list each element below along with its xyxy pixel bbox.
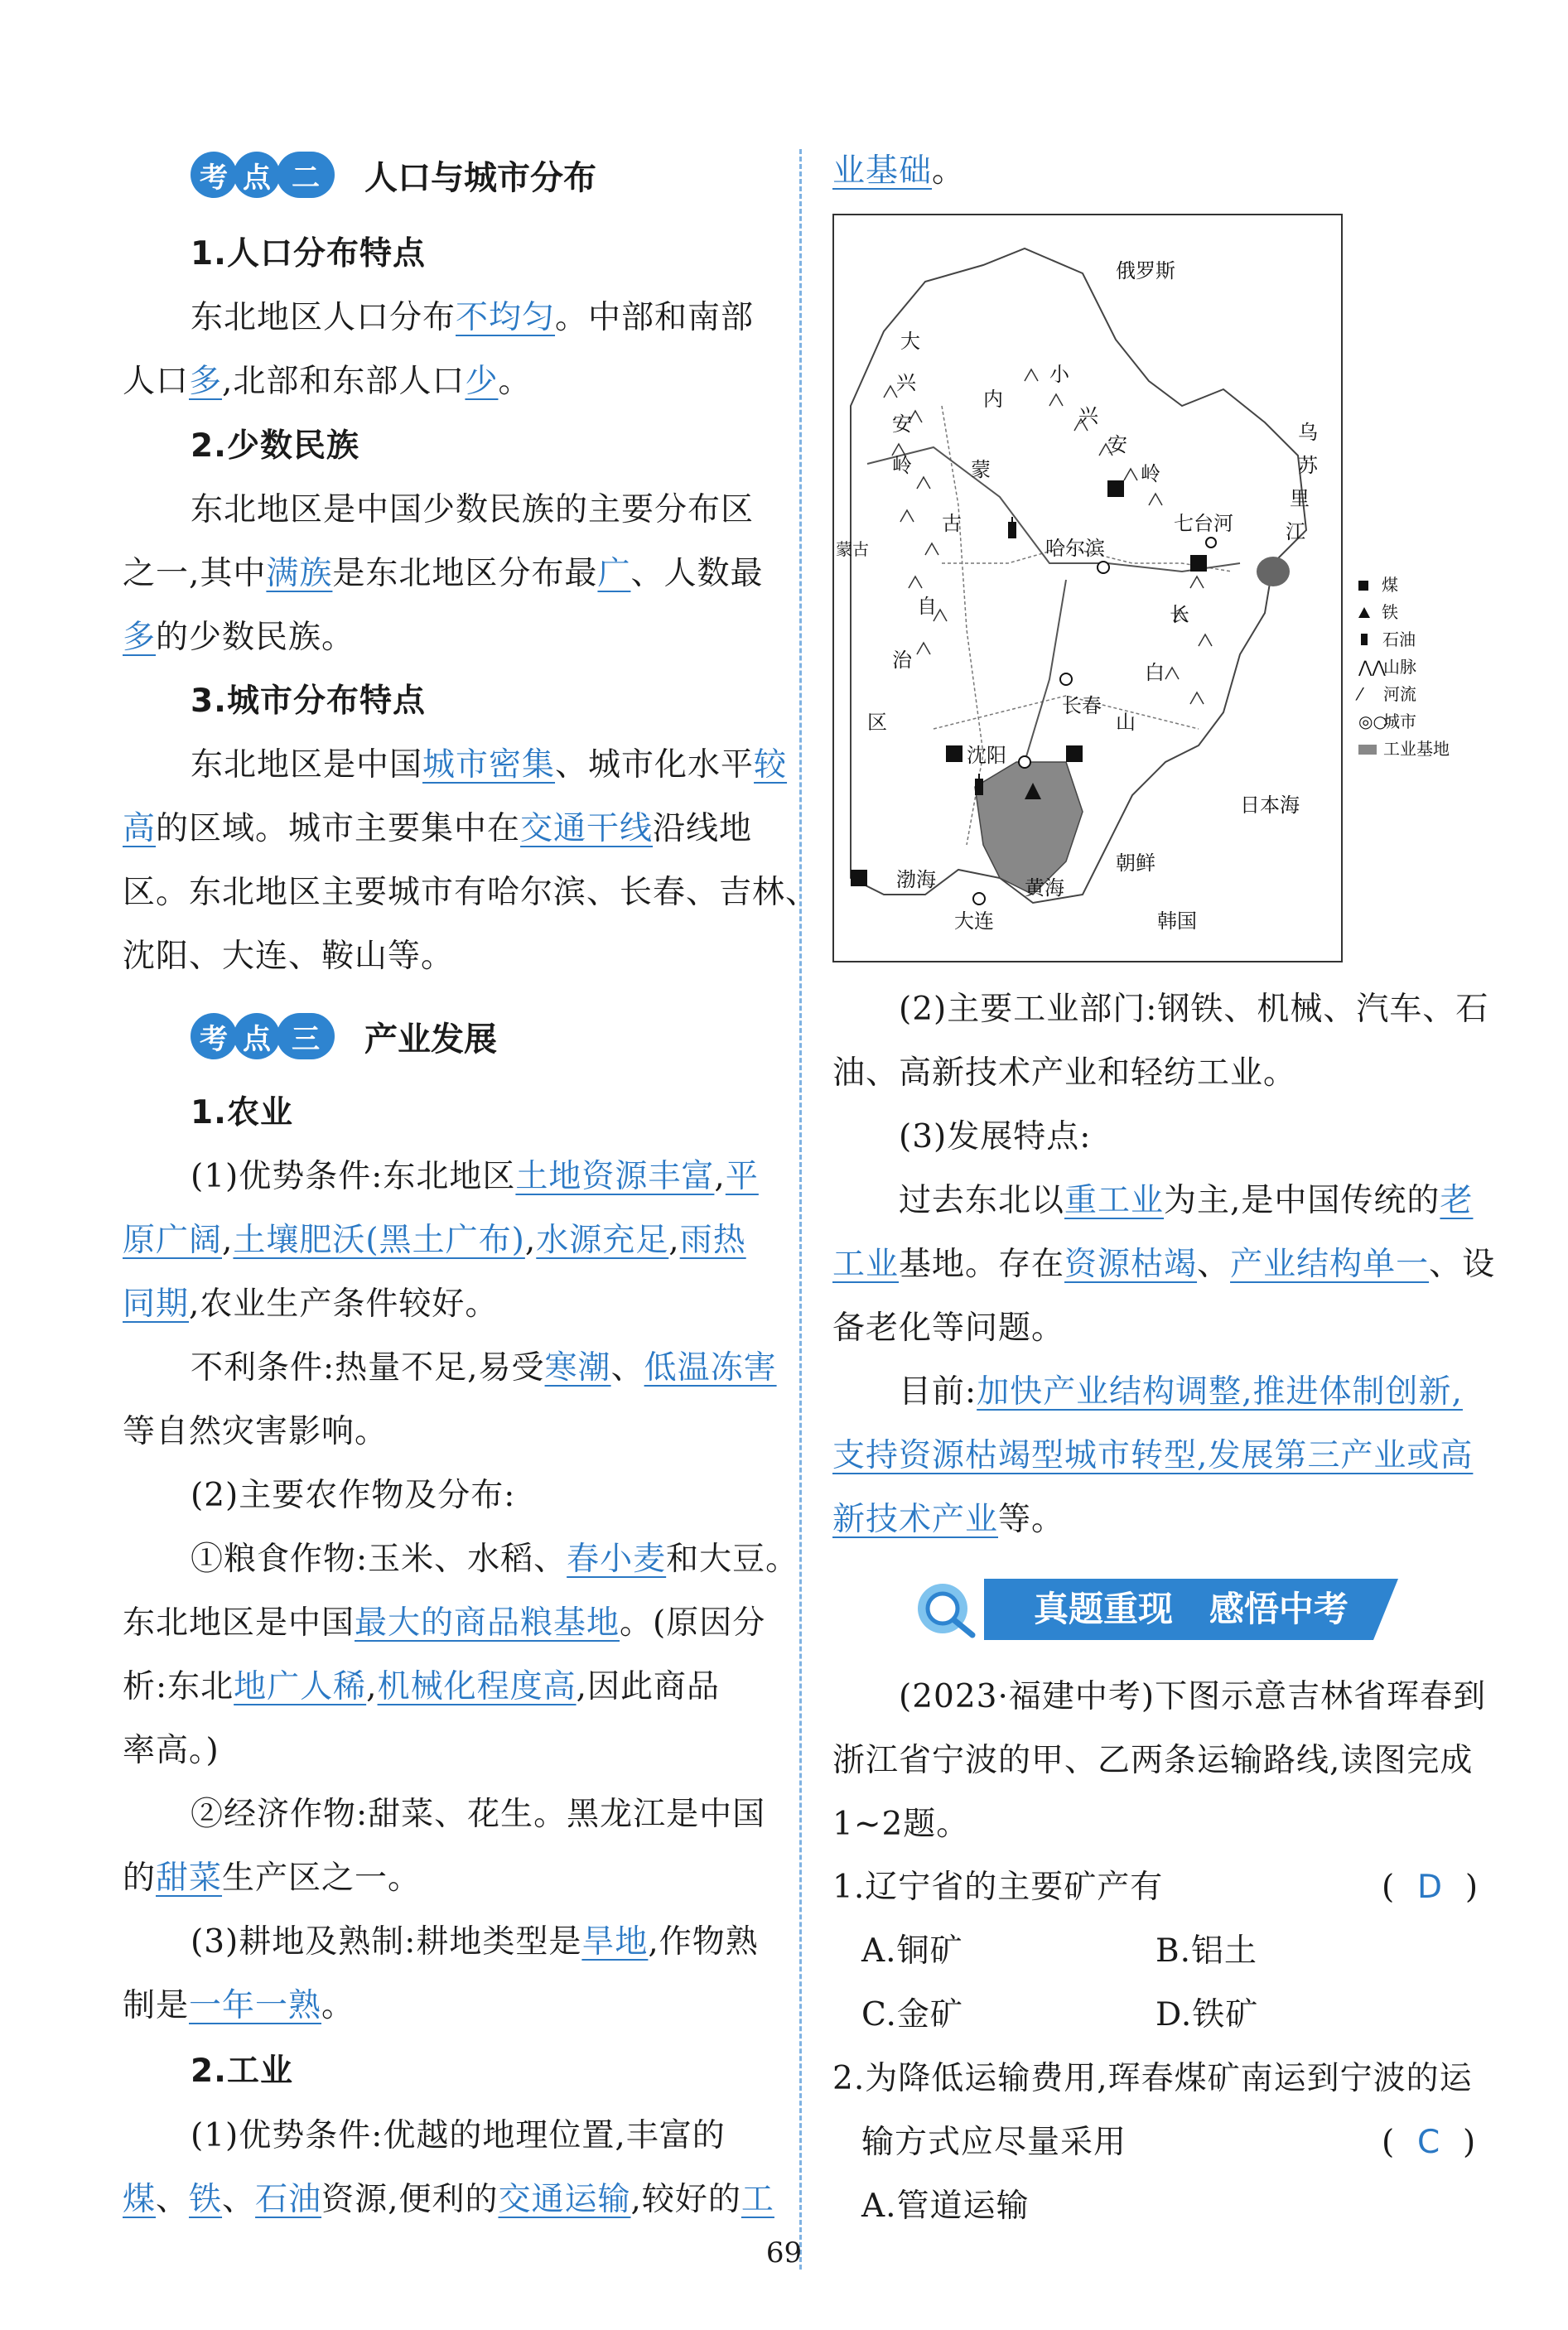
badge-pill: 点 [234,152,280,198]
paragraph-line: 原广阔,土壤肥沃(黑土广布),水源充足,雨热 [123,1222,746,1259]
paragraph-line: 油、高新技术产业和轻纺工业。 [832,1054,1297,1092]
map-legend [1358,572,1450,763]
paragraph-line: 制是一年一熟。 [123,1987,355,2024]
column-divider [799,149,802,2270]
paragraph-line: (2)主要工业部门:钢铁、机械、汽车、石 [899,991,1489,1028]
label-korea-south: 韩国 [1157,909,1197,933]
label-char: 兴 [1078,404,1098,427]
map-graphic [834,215,1341,961]
label-qitaihe: 七台河 [1174,512,1233,535]
paragraph-line: 支持资源枯竭型城市转型,发展第三产业或高 [832,1437,1474,1474]
subheading: 1.人口分布特点 [191,235,426,273]
legend-river: ⁄ 河流 [1358,684,1416,704]
option-d: D.铁矿 [1155,1996,1259,2033]
paragraph-line: (2)主要农作物及分布: [191,1477,516,1514]
subheading: 2.工业 [191,2053,293,2090]
paragraph-line: ①粮食作物:玉米、水稻、春小麦和大豆。 [191,1541,799,1578]
lake [1257,557,1290,586]
label-changchun: 长春 [1062,694,1102,717]
label-char: 治 [892,649,912,672]
subheading: 1.农业 [191,1094,293,1131]
coal-symbol [946,745,963,762]
paragraph-line: 之一,其中满族是东北地区分布最广、人数最 [123,555,764,592]
paragraph-line: 高的区域。城市主要集中在交通干线沿线地 [123,810,753,847]
label-char: 安 [1107,433,1127,456]
paragraph-line: 东北地区是中国城市密集、城市化水平较 [191,746,788,784]
paragraph-line: (3)耕地及熟制:耕地类型是旱地,作物熟 [191,1923,759,1961]
paragraph-line: ②经济作物:甜菜、花生。黑龙江是中国 [191,1796,766,1833]
label-char: 乌 [1298,421,1318,444]
legend-iron: 铁 [1358,599,1450,626]
paragraph-line: 东北地区是中国最大的商品粮基地。(原因分 [123,1604,766,1642]
answer-bracket-1: ( D ) [1382,1869,1479,1906]
label-char: 安 [892,412,912,436]
label-char: 长 [1170,603,1189,626]
paragraph-line: 东北地区人口分布不均匀。中部和南部 [191,299,755,336]
subheading: 3.城市分布特点 [191,683,426,720]
page-number: 69 [765,2236,803,2270]
legend-industrial-base: 工业基地 [1358,736,1450,763]
paragraph-line: 不利条件:热量不足,易受寒潮、低温冻害 [191,1349,777,1387]
paragraph-line: 煤、铁、石油资源,便利的交通运输,较好的工 [123,2181,774,2218]
option-a: A.铜矿 [861,1932,963,1970]
legend-oil: 石油 [1358,626,1450,654]
label-russia: 俄罗斯 [1116,259,1175,282]
kaodian-3-badge [191,1011,497,1062]
question-1: 1.辽宁省的主要矿产有 [832,1869,1164,1906]
paragraph-line: 沈阳、大连、鞍山等。 [123,938,455,975]
label-char: 里 [1290,487,1310,510]
paragraph-line: (1)优势条件:东北地区土地资源丰富,平 [191,1158,759,1195]
city-symbol-qitaihe [1206,538,1216,548]
answer-1: D [1417,1869,1444,1906]
coal-symbol [851,870,867,886]
label-harbin: 哈尔滨 [1045,537,1105,560]
paragraph-line: 新技术产业等。 [832,1501,1065,1538]
paragraph-line: 析:东北地广人稀,机械化程度高,因此商品 [123,1668,720,1705]
banner-title: 真题重现 感悟中考 [1034,1589,1348,1629]
legend-mountain: ⋀⋀山脉 [1358,657,1416,677]
label-mongolia: 蒙古 [836,539,869,559]
question-intro: 浙江省宁波的甲、乙两条运输路线,读图完成 [832,1742,1474,1779]
paragraph-line: 人口多,北部和东部人口少。 [123,363,532,400]
city-symbol-shenyang [1019,756,1030,768]
label-huanghai: 黄海 [1025,876,1064,900]
label-korea-north: 朝鲜 [1116,851,1155,875]
label-dalian: 大连 [954,909,994,933]
label-char: 山 [1116,711,1136,734]
label-char: 小 [1049,363,1069,386]
answer-2: C [1417,2124,1441,2161]
banner-graphic [909,1574,1406,1645]
label-japan-sea: 日本海 [1240,794,1300,817]
paragraph-line: 的甜菜生产区之一。 [123,1860,422,1897]
coal-symbol [1107,480,1124,497]
coal-symbol [1066,745,1083,762]
paragraph-line: 等自然灾害影响。 [123,1413,388,1450]
label-char: 兴 [896,371,916,394]
paragraph-line: 备老化等问题。 [832,1310,1065,1347]
badge-pill: 三 [277,1013,335,1059]
label-char: 白 [1145,661,1165,684]
option-b: B.铝土 [1155,1932,1258,1970]
paragraph-line: 同期,农业生产条件较好。 [123,1286,499,1323]
kaodian-2-badge [191,149,596,200]
legend-coal: 煤 [1358,572,1450,599]
question-intro: 1~2题。 [832,1806,970,1843]
paragraph-line: 区。东北地区主要城市有哈尔滨、长春、吉林、 [123,874,819,911]
label-char: 自 [917,595,937,618]
city-symbol-changchun [1060,673,1072,685]
paragraph-line: 工业基地。存在资源枯竭、产业结构单一、设 [832,1246,1496,1283]
question-2: 2.为降低运输费用,珲春煤矿南运到宁波的运 [832,2060,1473,2097]
section-title: 人口与城市分布 [364,158,596,197]
label-char: 蒙 [971,458,991,481]
city-symbol-harbin [1098,562,1109,573]
label-char: 内 [983,388,1003,411]
paragraph-line: (1)优势条件:优越的地理位置,丰富的 [191,2117,726,2154]
badge-pill: 二 [277,152,335,198]
badge-pill: 点 [234,1013,280,1059]
paragraph-line: 多的少数民族。 [123,619,355,656]
paragraph-line: 东北地区是中国少数民族的主要分布区 [191,491,755,528]
paragraph-line: 业基础。 [832,152,966,190]
label-bohai: 渤海 [896,868,936,891]
paragraph-line: 目前:加快产业结构调整,推进体制创新, [899,1373,1463,1411]
paragraph-line: 过去东北以重工业为主,是中国传统的老 [899,1182,1474,1219]
label-char: 古 [942,512,962,535]
legend-city: ◎○城市 [1358,712,1416,731]
label-char: 大 [900,330,920,353]
subheading: 2.少数民族 [191,427,359,465]
label-char: 岭 [1141,462,1160,485]
label-char: 岭 [892,454,912,477]
label-char: 苏 [1298,454,1318,477]
badge-pill: 考 [191,152,237,198]
question-intro: (2023·福建中考)下图示意吉林省珲春到 [899,1678,1487,1715]
option-a: A.管道运输 [861,2188,1030,2225]
question-2-cont: 输方式应尽量采用 [861,2124,1127,2161]
city-symbol-dalian [973,893,985,905]
label-char: 区 [867,711,887,734]
label-char: 江 [1286,520,1305,543]
label-shenyang: 沈阳 [967,744,1006,767]
exam-banner [909,1574,1406,1645]
option-c: C.金矿 [861,1996,963,2033]
northeast-china-map [832,214,1343,962]
coal-symbol [1190,555,1207,572]
section-title: 产业发展 [364,1020,497,1059]
badge-pill: 考 [191,1013,237,1059]
answer-bracket-2: ( C ) [1382,2124,1477,2161]
paragraph-line: 率高。) [123,1732,220,1769]
paragraph-line: (3)发展特点: [899,1118,1092,1155]
